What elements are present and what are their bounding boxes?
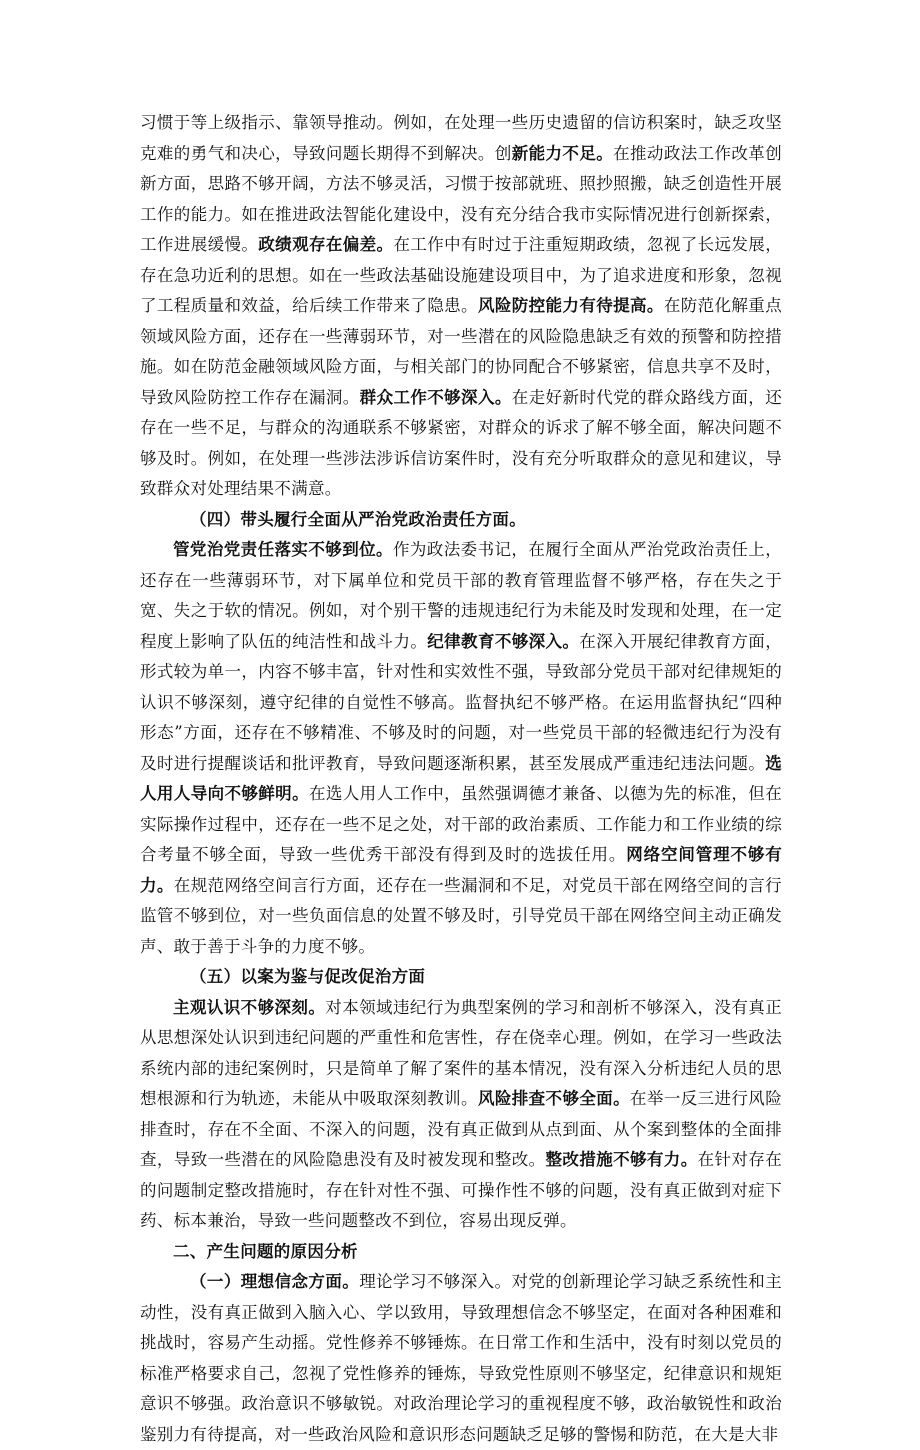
bold-run: 政绩观存在偏差。	[258, 235, 394, 254]
text-run: 习惯于等上级指示、靠领导推动。例如，在处理一些历史遗留的信访积案时，缺乏攻坚克难的勇气和决心，导致问题长期得不到解决。创	[140, 113, 782, 163]
paragraph-p1	[140, 108, 782, 505]
bold-run: 管党治党责任落实不够到位。	[173, 540, 393, 559]
bold-run: 二、产生问题的原因分析	[173, 1241, 358, 1261]
subheading-4	[140, 505, 782, 536]
text-run: 在走好新时代党的群众路线方面，还存在一些不足，与群众的沟通联系不够紧密，对群众的诉求了解不够全面，解决问题不够及时。例如，在处理一些涉法涉诉信访案件时，没有充分听取群众的意见和建议，导致群众对处理结果不满意。	[140, 387, 783, 498]
text-run: 在推动政法工作改革创新方面，思路不够开阔，方法不够灵活，习惯于按部就班、照抄照搬，缺乏创造性开展工作的能力。如在推进政法智能化建设中，没有充分结合我市实际情况进行创新探索，工作进展缓慢。	[140, 143, 782, 254]
bold-run: 网络空间管理不够有力。	[140, 845, 782, 895]
bold-run: 风险排查不够全面。	[477, 1089, 631, 1108]
bold-run: 整改措施不够有力。	[545, 1150, 698, 1169]
paragraph-p5	[140, 993, 782, 1237]
text-run: 在规范网络空间言行方面，还存在一些漏洞和不足，对党员干部在网络空间的言行监管不够到位，对一些负面信息的处置不够及时，引导党员干部在网络空间主动正确发声、敢于善于斗争的力度不够。	[140, 875, 782, 956]
bold-run: （一）理想信念方面。	[190, 1272, 360, 1291]
bold-run: （四）带头履行全面从严治党政治责任方面。	[190, 509, 526, 529]
text-run: 在举一反三进行风险排查时，存在不全面、不深入的问题，没有真正做到从点到面、从个案到整体的全面排查，导致一些潜在的风险隐患没有及时被发现和整改。	[140, 1089, 783, 1169]
paragraph-p3	[140, 535, 782, 962]
text-run: 在选人用人工作中，虽然强调德才兼备、以德为先的标准，但在实际操作过程中，还存在一些不足之处，对干部的政治素质、工作能力和工作业绩的综合考量不够全面，导致一些优秀干部没有得到及时的选拔任用。	[140, 784, 783, 864]
subheading-5	[140, 962, 782, 993]
text-run: 对本领域违纪行为典型案例的学习和剖析不够深入，没有真正从思想深处认识到违纪问题的严重性和危害性，存在侥幸心理。例如，在学习一些政法系统内部的违纪案例时，只是简单了解了案件的基本情况，没有深入分析违纪人员的思想根源和行为轨迹，未能从中吸取深刻教训。	[140, 997, 782, 1108]
text-run: 在防范化解重点领域风险方面，还存在一些薄弱环节，对一些潜在的风险隐患缺乏有效的预警和防控措施。如在防范金融领域风险方面，与相关部门的协同配合不够紧密，信息共享不及时，导致风险防控工作存在漏洞。	[140, 296, 782, 407]
text-run: 在工作中有时过于注重短期政绩，忽视了长远发展，存在急功近利的思想。如在一些政法基础设施建设项目中，为了追求进度和形象，忽视了工程质量和效益，给后续工作带来了隐患。	[140, 235, 782, 315]
text-run: 理论学习不够深入。对党的创新理论学习缺乏系统性和主动性，没有真正做到入脑入心、学以致用，导致理想信念不够坚定，在面对各种困难和挑战时，容易产生动摇。党性修养不够锤炼。在日常工作和生活中，没有时刻以党员的标准严格要求自己，忽视了党性修养的锤炼，导致党性原则不够坚定，纪律意识和规矩意识不够强。政治意识不够敏锐。对政治理论学习的重视程度不够，政治敏锐性和政治鉴别力有待提高，对一些政治风险和意识形态问题缺乏足够的警惕和防范，在大是大非	[140, 1272, 783, 1444]
text-run: 在针对存在的问题制定整改措施时，存在针对性不强、可操作性不够的问题，没有真正做到对症下药、标本兼治，导致一些问题整改不到位，容易出现反弹。	[140, 1150, 782, 1230]
text-run: 在深入开展纪律教育方面，形式较为单一，内容不够丰富，针对性和实效性不强，导致部分党员干部对纪律规矩的认识不够深刻，遵守纪律的自觉性不够高。监督执纪不够严格。在运用监督执纪“四种形态”方面，还存在不够精准、不够及时的问题，对一些党员干部的轻微违纪行为没有及时进行提醒谈话和批评教育，导致问题逐渐积累，甚至发展成严重违纪违法问题。	[140, 631, 782, 773]
bold-run: 风险防控能力有待提高。	[477, 296, 664, 315]
bold-run: 新能力不足。	[511, 143, 614, 163]
bold-run: 主观认识不够深刻。	[173, 997, 326, 1017]
bold-run: 选人用人导向不够鲜明。	[140, 753, 782, 803]
text-run: 作为政法委书记，在履行全面从严治党政治责任上，还存在一些薄弱环节，对下属单位和党员干部的教育管理监督不够严格，存在失之于宽、失之于软的情况。例如，对个别干警的违规违纪行为未能及时发现和处理，在一定程度上影响了队伍的纯洁性和战斗力。	[140, 540, 783, 651]
paragraph-p7	[140, 1267, 782, 1450]
bold-run: （五）以案为鉴与促改促治方面	[190, 967, 426, 986]
bold-run: 纪律教育不够深入。	[427, 631, 580, 651]
section-heading-2	[140, 1237, 782, 1268]
bold-run: 群众工作不够深入。	[359, 387, 512, 407]
